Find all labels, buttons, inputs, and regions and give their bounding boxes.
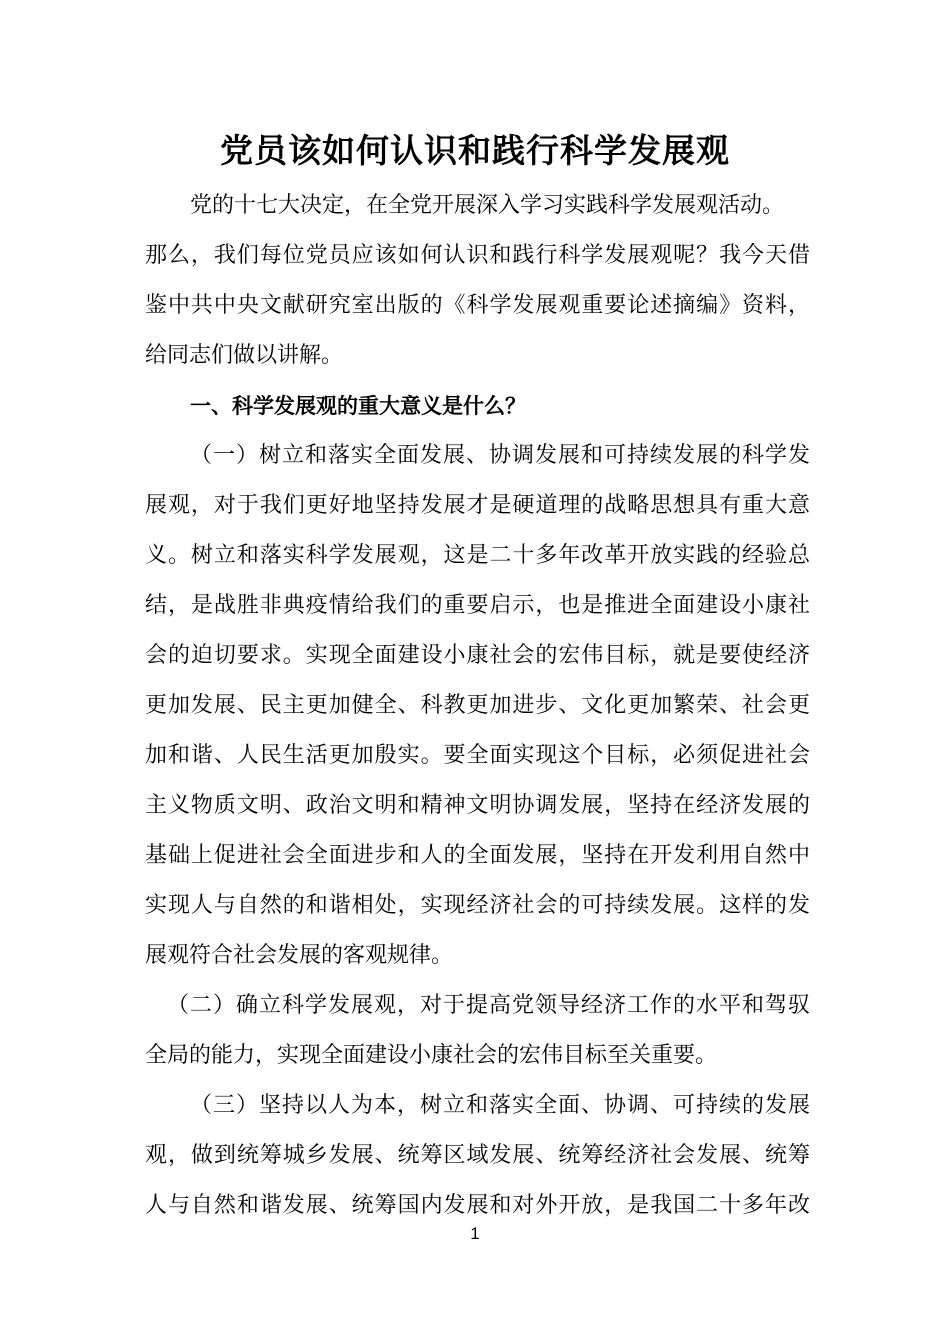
paragraph-line: （三）坚持以人为本，树立和落实全面、协调、可持续的发展: [190, 1093, 810, 1118]
paragraph-line: 基础上促进社会全面进步和人的全面发展，坚持在开发利用自然中: [145, 843, 810, 868]
document-title: 党员该如何认识和践行科学发展观: [220, 131, 730, 170]
paragraph-line: 展观符合社会发展的客观规律。: [145, 943, 454, 968]
section-heading: 一、科学发展观的重大意义是什么？: [190, 394, 526, 418]
paragraph-line: （一）树立和落实全面发展、协调发展和可持续发展的科学发: [190, 443, 810, 468]
paragraph-line: 全局的能力，实现全面建设小康社会的宏伟目标至关重要。: [145, 1043, 718, 1068]
paragraph-line: 观，做到统筹城乡发展、统筹区域发展、统筹经济社会发展、统筹: [145, 1143, 810, 1168]
paragraph-line: 鉴中共中央文献研究室出版的《科学发展观重要论述摘编》资料，: [145, 293, 810, 318]
paragraph-line: 实现人与自然的和谐相处，实现经济社会的可持续发展。这样的发: [145, 893, 810, 918]
page-number: 1: [470, 1224, 480, 1243]
paragraph-line: 义。树立和落实科学发展观，这是二十多年改革开放实践的经验总: [145, 543, 810, 568]
paragraph-line: 党的十七大决定，在全党开展深入学习实践科学发展观活动。: [190, 193, 785, 218]
paragraph-line: （二）确立科学发展观，对于提高党领导经济工作的水平和驾驭: [167, 993, 810, 1018]
paragraph-line: 人与自然和谐发展、统筹国内发展和对外开放，是我国二十多年改: [145, 1193, 810, 1218]
paragraph-line: 加和谐、人民生活更加殷实。要全面实现这个目标，必须促进社会: [145, 743, 810, 768]
paragraph-line: 更加发展、民主更加健全、科教更加进步、文化更加繁荣、社会更: [145, 693, 810, 718]
paragraph-line: 主义物质文明、政治文明和精神文明协调发展，坚持在经济发展的: [145, 793, 810, 818]
paragraph-line: 会的迫切要求。实现全面建设小康社会的宏伟目标，就是要使经济: [145, 643, 810, 668]
paragraph-line: 那么，我们每位党员应该如何认识和践行科学发展观呢？我今天借: [145, 243, 810, 268]
paragraph-line: 结，是战胜非典疫情给我们的重要启示，也是推进全面建设小康社: [145, 593, 810, 618]
paragraph-line: 给同志们做以讲解。: [145, 343, 344, 368]
paragraph-line: 展观，对于我们更好地坚持发展才是硬道理的战略思想具有重大意: [145, 493, 810, 518]
